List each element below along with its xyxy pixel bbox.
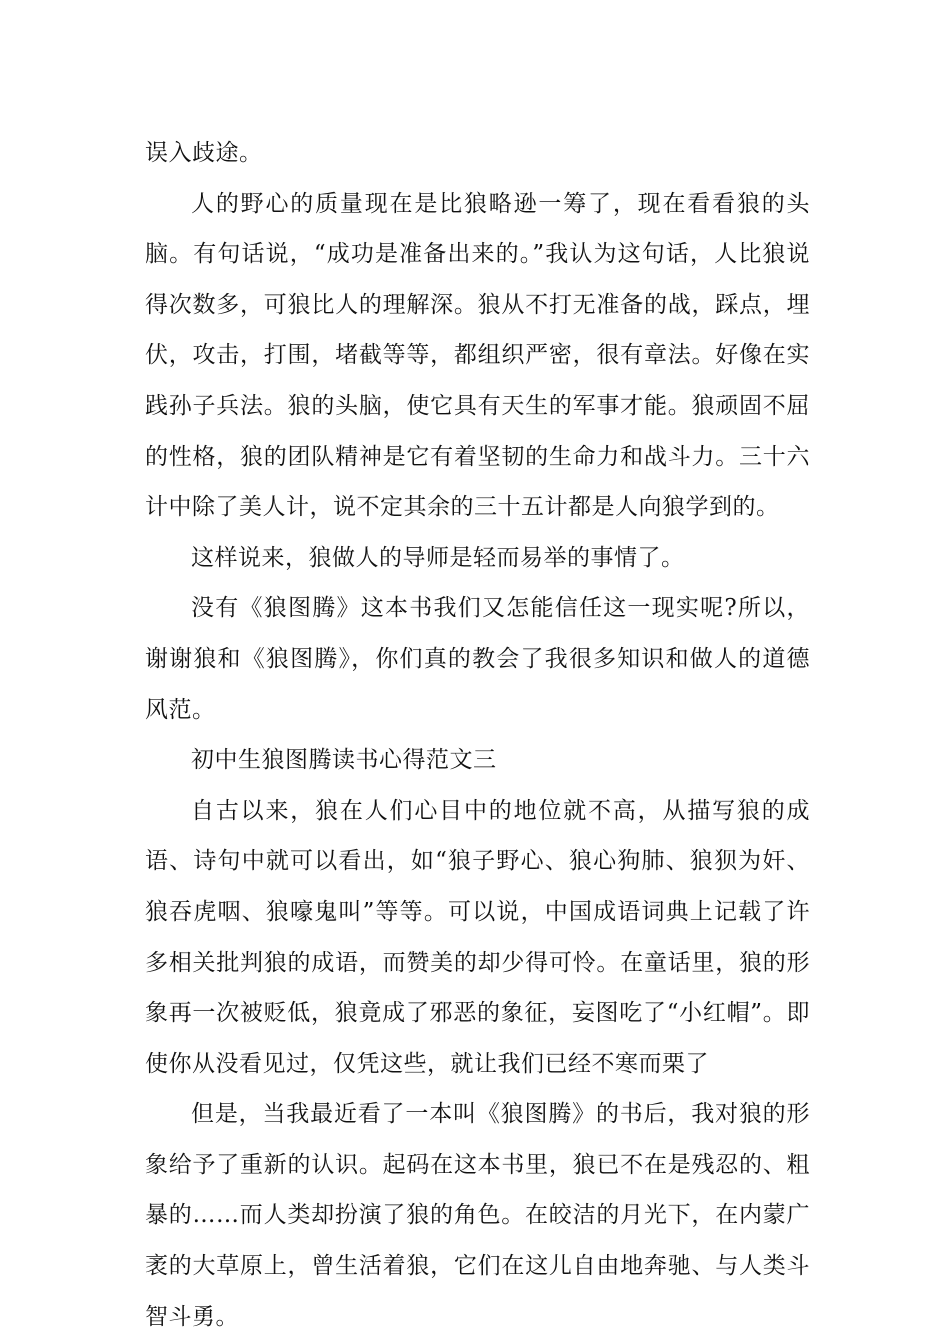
document-body (145, 128, 810, 1342)
paragraph-continuation: 误入歧途。 (145, 140, 263, 166)
paragraph-new-understanding: 但是，当我最近看了一本叫《狼图腾》的书后，我对狼的形象给予了重新的认识。起码在这本书里，狼已不在是残忍的、粗暴的……而人类却扮演了狼的角色。在皎洁的月光下，在内蒙广袤的大草原上，曾生活着狼，它们在这儿自由地奔驰、与人类斗智斗勇。 (145, 1101, 810, 1330)
paragraph-wolf-mentor: 这样说来，狼做人的导师是轻而易举的事情了。 (191, 544, 685, 571)
paragraph-thanks: 没有《狼图腾》这本书我们又怎能信任这一现实呢?所以，谢谢狼和《狼图腾》，你们真的教会了我很多知识和做人的道德风范。 (145, 595, 810, 723)
paragraph-wolf-image: 自古以来，狼在人们心目中的地位就不高，从描写狼的成语、诗句中就可以看出，如“狼子野心、狼心狗肺、狼狈为奸、狼吞虎咽、狼嚎鬼叫”等等。可以说，中国成语词典上记载了许多相关批判狼的成语，而赞美的却少得可怜。在童话里，狼的形象再一次被贬低，狼竟成了邪恶的象征，妄图吃了“小红帽”。即使你从没看见过，仅凭这些，就让我们已经不寒而栗了 (145, 797, 810, 1077)
section-heading: 初中生狼图腾读书心得范文三 (191, 747, 497, 774)
paragraph-wolf-mind: 人的野心的质量现在是比狼略逊一筹了，现在看看狼的头脑。有句话说，“成功是准备出来的。”我认为这句话，人比狼说得次数多，可狼比人的理解深。狼从不打无准备的战，踩点，埋伏，攻击，打围，堵截等等，都组织严密，很有章法。好像在实践孙子兵法。狼的头脑，使它具有天生的军事才能。狼顽固不屈的性格，狼的团队精神是它有着坚韧的生命力和战斗力。三十六计中除了美人计，说不定其余的三十五计都是人向狼学到的。 (145, 190, 810, 521)
